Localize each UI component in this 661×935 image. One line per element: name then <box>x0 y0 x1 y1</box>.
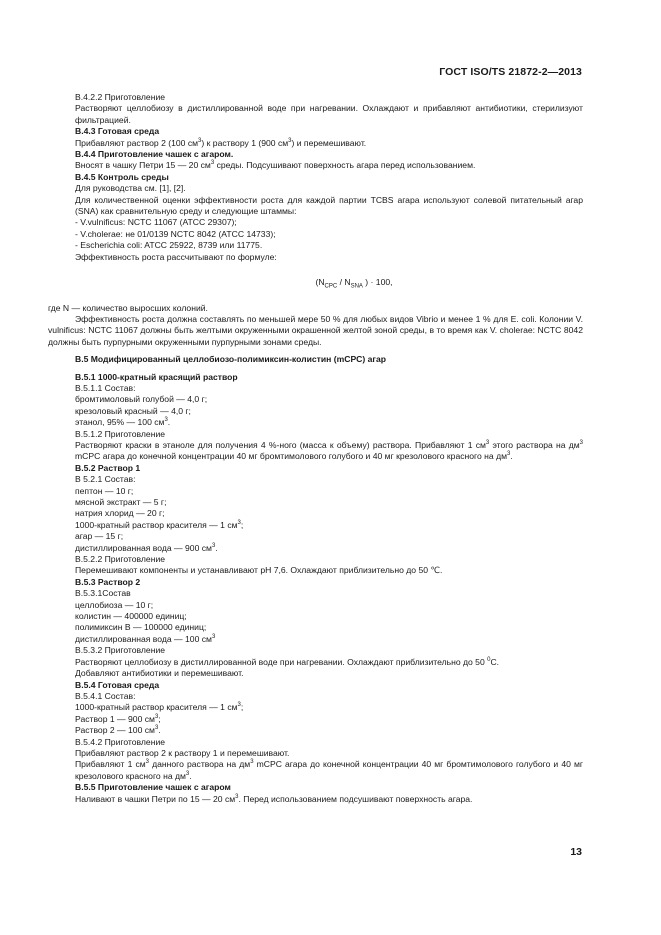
paragraph-b5-2-2: Перемешивают компоненты и устанавливают pH 7,6. Охлаждают приблизительно до 50 ℃. <box>75 565 443 576</box>
paragraph-b5-4-2-add: Прибавляют 1 $см^3$ данного раствора на $дм^3$ mCPC агара до конечной концентрации 40 мг бромтимолового голубого и 40 мг крезолового красного на $дм^3$. <box>75 759 584 781</box>
paragraph-formula-intro: Эффективность роста рассчитывают по формуле: <box>75 251 277 262</box>
composition-item: колистин — 400000 единиц; <box>75 611 187 622</box>
composition-item: дистиллированная вода — 900 $см^3$. <box>75 542 218 553</box>
composition-item: бромтимоловый голубой — 4,0 г; <box>75 394 208 405</box>
subsection-b5-3-1-title: B.5.3.1Состав <box>75 588 131 599</box>
composition-item: пептон — 10 г; <box>75 485 134 496</box>
section-b5-heading: B.5 Модифицированный целлобиозо-полимиксин-колистин (mCPC) агар <box>75 354 387 365</box>
subsection-b5-4-1-title: B.5.4.1 Состав: <box>75 690 136 701</box>
paragraph-b4-3: Прибавляют раствор 2 (100 $см^3$) к раствору 1 (900 $см^3$) и перемешивают. <box>75 137 367 148</box>
composition-item: этанол, 95% — 100 $см^3$. <box>75 417 171 428</box>
paragraph-b4-2-2: Растворяют целлобиозу в дистиллированной воде при нагревании. Охлаждают и прибавляют антибиотики, стерилизуют фильтрацией. <box>75 103 583 125</box>
page-header-title: ГОСТ ISO/TS 21872-2—2013 <box>439 66 582 78</box>
paragraph-b4-4: Вносят в чашку Петри 15 — 20 $см^3$ среды. Подсушивают поверхность агара перед использованием. <box>75 160 476 171</box>
subsection-b5-2-1-title: B 5.2.1 Состав: <box>75 474 136 485</box>
composition-item: дистиллированная вода — 100 $см^3$ <box>75 633 216 644</box>
paragraph-b5-1-2: Растворяют краски в этаноле для получения 4 %-ного (масса к объему) раствора. Прибавляют 1 $см^3$ этого раствора на $дм^3$ mCPC агара до конечной концентрации 40 мг бромтимолового голубого и 40 мг крезолового красного на $дм^3$. <box>75 439 584 462</box>
section-b5-1-heading: B.5.1 1000-кратный красящий раствор <box>75 371 238 382</box>
composition-item: целлобиоза — 10 г; <box>75 599 154 610</box>
composition-item: полимиксин B — 100000 единиц; <box>75 622 207 633</box>
strain-item: - V.vulnificus: NCTC 11067 (ATCC 29307); <box>75 217 237 228</box>
subsection-b5-1-1-title: B.5.1.1 Состав: <box>75 382 136 393</box>
paragraph-b4-5-ref: Для руководства см. [1], [2]. <box>75 183 186 194</box>
paragraph-b5-3-2: Растворяют целлобиозу в дистиллированной воде при нагревании. Охлаждают приблизительно до 50 $^0$C. <box>75 656 500 667</box>
composition-item: 1000-кратный раствор красителя — 1 $см^3$; <box>75 519 244 530</box>
composition-item: Раствор 2 — 100 $см^3$. <box>75 725 161 736</box>
subsection-b5-1-2-title: B.5.1.2 Приготовление <box>75 428 166 439</box>
section-b5-4-heading: B.5.4 Готовая среда <box>75 679 160 690</box>
strain-item: - V.cholerae: не 01/0139 NCTC 8042 (ATCC 14733); <box>75 228 276 239</box>
section-b5-2-heading: B.5.2 Раствор 1 <box>75 462 141 473</box>
document-body <box>48 92 584 805</box>
subsection-b5-3-2-title: B.5.3.2 Приготовление <box>75 645 166 656</box>
paragraph-b5-4-2: Прибавляют раствор 2 к раствору 1 и перемешивают. <box>75 747 290 758</box>
composition-item: натрия хлорид — 20 г; <box>75 508 165 519</box>
paragraph-b5-5: Наливают в чашки Петри по 15 — 20 $см^3$. Перед использованием подсушивают поверхность агара. <box>75 793 473 804</box>
subsection-b5-4-2-title: B.5.4.2 Приготовление <box>75 736 166 747</box>
subsection-b4-2-2-title: B.4.2.2 Приготовление <box>75 92 166 102</box>
section-b5-3-heading: B.5.3 Раствор 2 <box>75 576 141 587</box>
section-b4-4-heading: B.4.4 Приготовление чашек с агаром. <box>75 149 234 160</box>
growth-formula: ($N_{CPC} / N_{SNA}$ ) · 100, <box>315 277 393 290</box>
composition-item: крезоловый красный — 4,0 г; <box>75 405 191 416</box>
composition-item: агар — 15 г; <box>75 531 124 542</box>
subsection-b5-2-2-title: B.5.2.2 Приготовление <box>75 554 166 565</box>
paragraph-growth-requirements: Эффективность роста должна составлять по меньшей мере 50 % для любых видов Vibrio и менее 1 % для E. coli. Колонии V. vulnificus: NCTC 11067 должны быть желтыми окруженными окрашенной желтой зоной среды, в то время как V. cholerae: NCTC 8042 должны быть пурпурными окруженными пурпурными зонами среды. <box>48 313 583 347</box>
formula-where: где N — количество выросших колоний. <box>48 302 208 313</box>
page-number: 13 <box>570 846 582 858</box>
paragraph-b5-3-2-add: Добавляют антибиотики и перемешивают. <box>75 668 244 679</box>
composition-item: Раствор 1 — 900 $см^3$; <box>75 713 161 724</box>
strain-item: - Escherichia coli: ATCC 25922, 8739 или 11775. <box>75 240 263 251</box>
composition-item: 1000-кратный раствор красителя — 1 $см^3$; <box>75 702 244 713</box>
section-b5-5-heading: B.5.5 Приготовление чашек с агаром <box>75 782 231 793</box>
section-b4-5-heading: B.4.5 Контроль среды <box>75 171 169 182</box>
composition-item: мясной экстракт — 5 г; <box>75 497 167 507</box>
section-b4-3-heading: B.4.3 Готовая среда <box>75 126 160 137</box>
paragraph-b4-5-method: Для количественной оценки эффективности роста для каждой партии TCBS агара используют солевой питательный агар (SNA) как сравнительную среду и следующие штаммы: <box>75 194 583 217</box>
